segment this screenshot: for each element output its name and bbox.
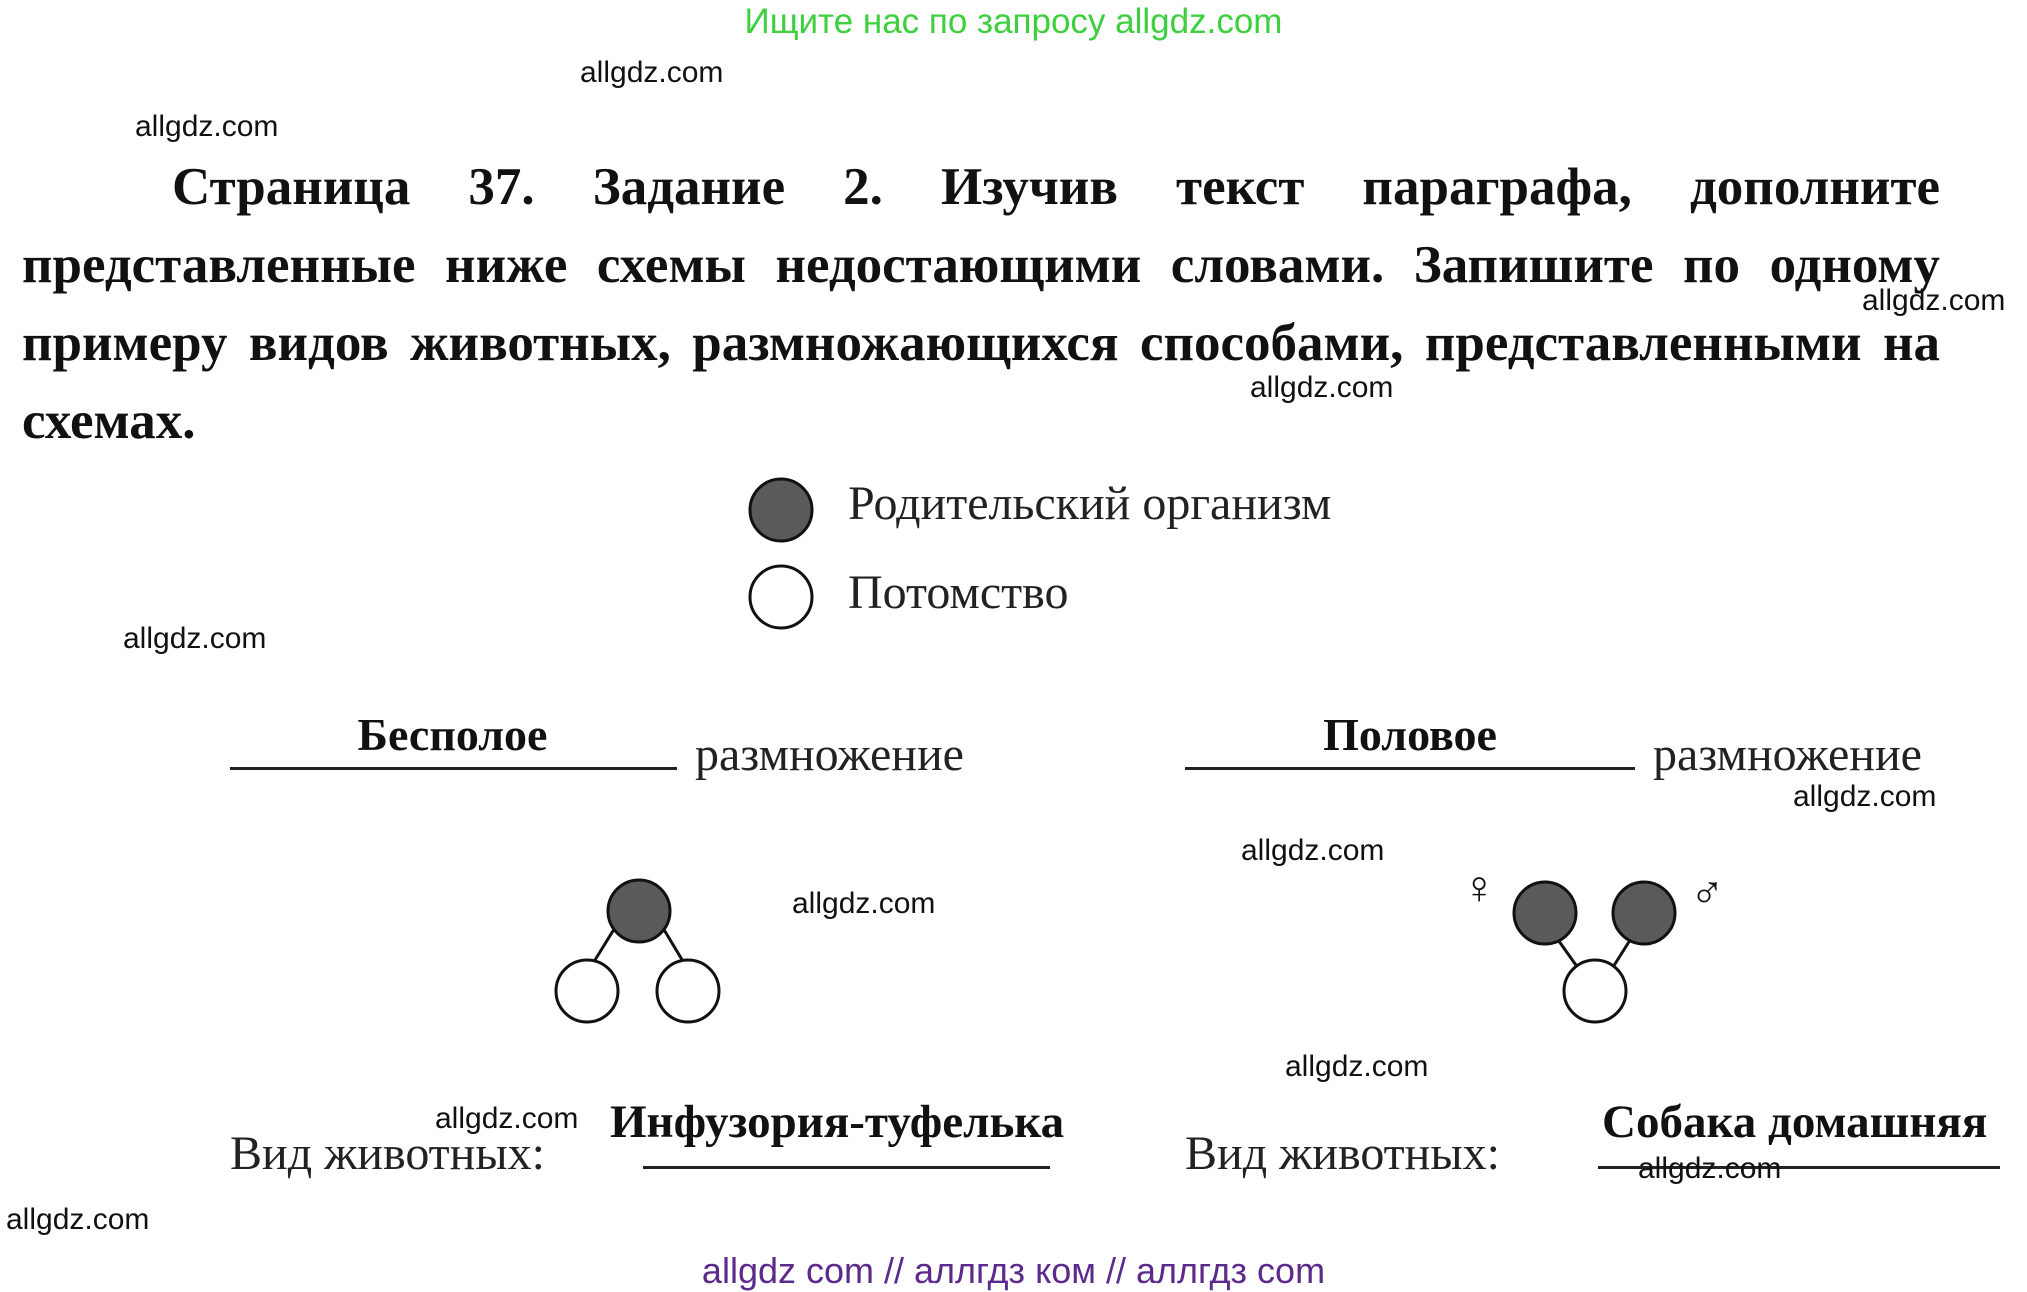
male-parent-circle [1613,882,1675,944]
watermark: allgdz.com [1241,834,1385,867]
watermark: allgdz.com [6,1203,150,1236]
watermark: allgdz.com [1638,1152,1782,1185]
watermark: allgdz.com [123,622,267,655]
task-text: Страница 37. Задание 2. Изучив текст параграфа, дополните представленные ниже схемы недостающими словами. Запишите по одному примеру видов животных, размножающихся способами, представленными на схемах. [22,158,1940,450]
watermark: allgdz.com [435,1102,579,1135]
asexual-species-answer: Инфузория-туфелька [610,1096,1065,1148]
sexual-offspring-circle [1564,960,1626,1022]
footer-links[interactable]: allgdz com // аллгдз ком // аллгдз com [701,1250,1326,1291]
legend-offspring-label: Потомство [848,566,1069,619]
sexual-suffix: размножение [1653,728,1922,781]
asexual-parent-circle [608,880,670,942]
female-parent-circle [1514,882,1576,944]
watermark: allgdz.com [1250,371,1394,404]
asexual-offspring-circle [657,960,719,1022]
watermark: allgdz.com [580,56,724,89]
watermark: allgdz.com [1862,284,2006,317]
sexual-answer-line [1185,767,1635,770]
legend-offspring-circle [750,566,812,628]
asexual-species-label: Вид животных: [230,1127,545,1180]
asexual-offspring-circle [556,960,618,1022]
sexual-answer: Половое [1323,709,1497,760]
asexual-species-line [643,1166,1050,1169]
female-symbol-icon: ♀ [1462,861,1497,913]
watermark: allgdz.com [1793,780,1937,813]
watermark: allgdz.com [135,110,279,143]
asexual-answer: Бесполое [357,709,548,760]
legend-parent-circle [750,479,812,541]
watermark: allgdz.com [792,887,936,920]
top-banner: Ищите нас по запросу allgdz.com [744,2,1283,41]
sexual-species-answer: Собака домашняя [1602,1096,1988,1148]
legend-parent-label: Родительский организм [848,477,1332,530]
sexual-species-label: Вид животных: [1185,1127,1500,1180]
asexual-suffix: размножение [695,728,964,781]
watermark: allgdz.com [1285,1050,1429,1083]
male-symbol-icon: ♂ [1690,866,1725,918]
asexual-answer-line [230,767,677,770]
